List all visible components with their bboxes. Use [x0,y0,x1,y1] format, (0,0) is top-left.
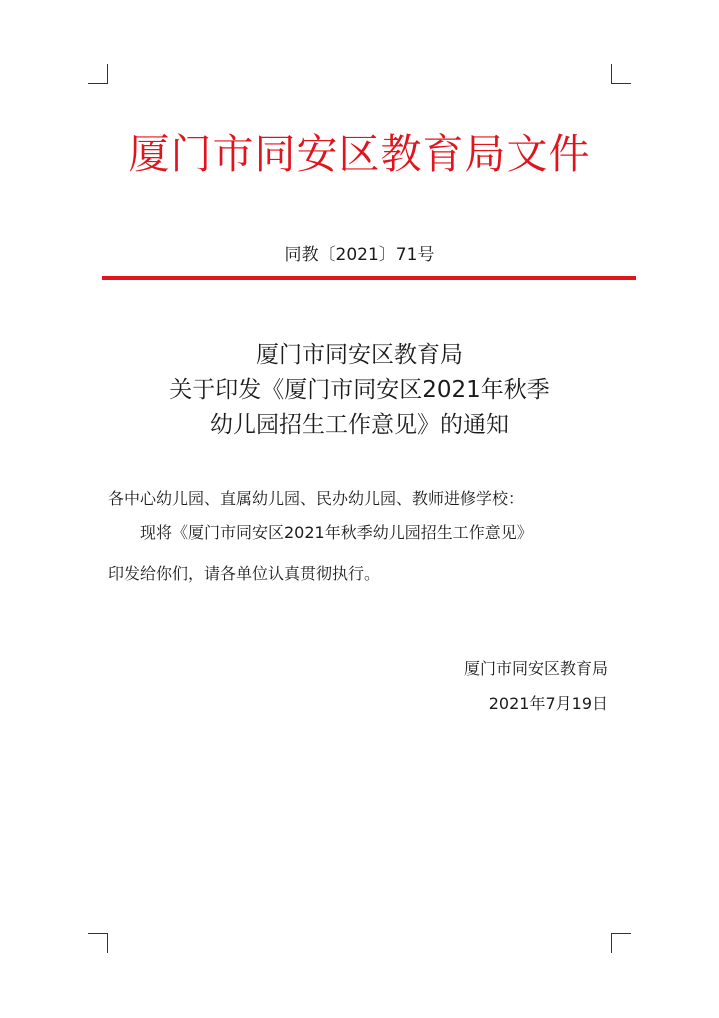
notice-title-line-2: 关于印发《厦门市同安区2021年秋季 [169,377,550,403]
signature-organization: 厦门市同安区教育局 [463,659,608,678]
document-number: 同教〔2021〕71号 [284,245,435,265]
crop-mark-bottom-right [611,933,631,953]
body-paragraph-line-1: 现将《厦门市同安区2021年秋季幼儿园招生工作意见》 [140,523,533,542]
red-divider-line [102,276,636,280]
issuer-title: 厦门市同安区教育局文件 [128,130,591,178]
notice-title-line-1: 厦门市同安区教育局 [256,342,463,368]
crop-mark-top-right [611,64,631,84]
addressee-line: 各中心幼儿园、直属幼儿园、民办幼儿园、教师进修学校： [108,489,525,508]
crop-mark-bottom-left [88,933,108,953]
notice-title [0,338,719,443]
crop-mark-top-left [88,64,108,84]
notice-title-line-3: 幼儿园招生工作意见》的通知 [210,412,509,438]
signature-date: 2021年7月19日 [488,694,608,713]
body-paragraph-line-2: 印发给你们，请各单位认真贯彻执行。 [108,564,381,583]
